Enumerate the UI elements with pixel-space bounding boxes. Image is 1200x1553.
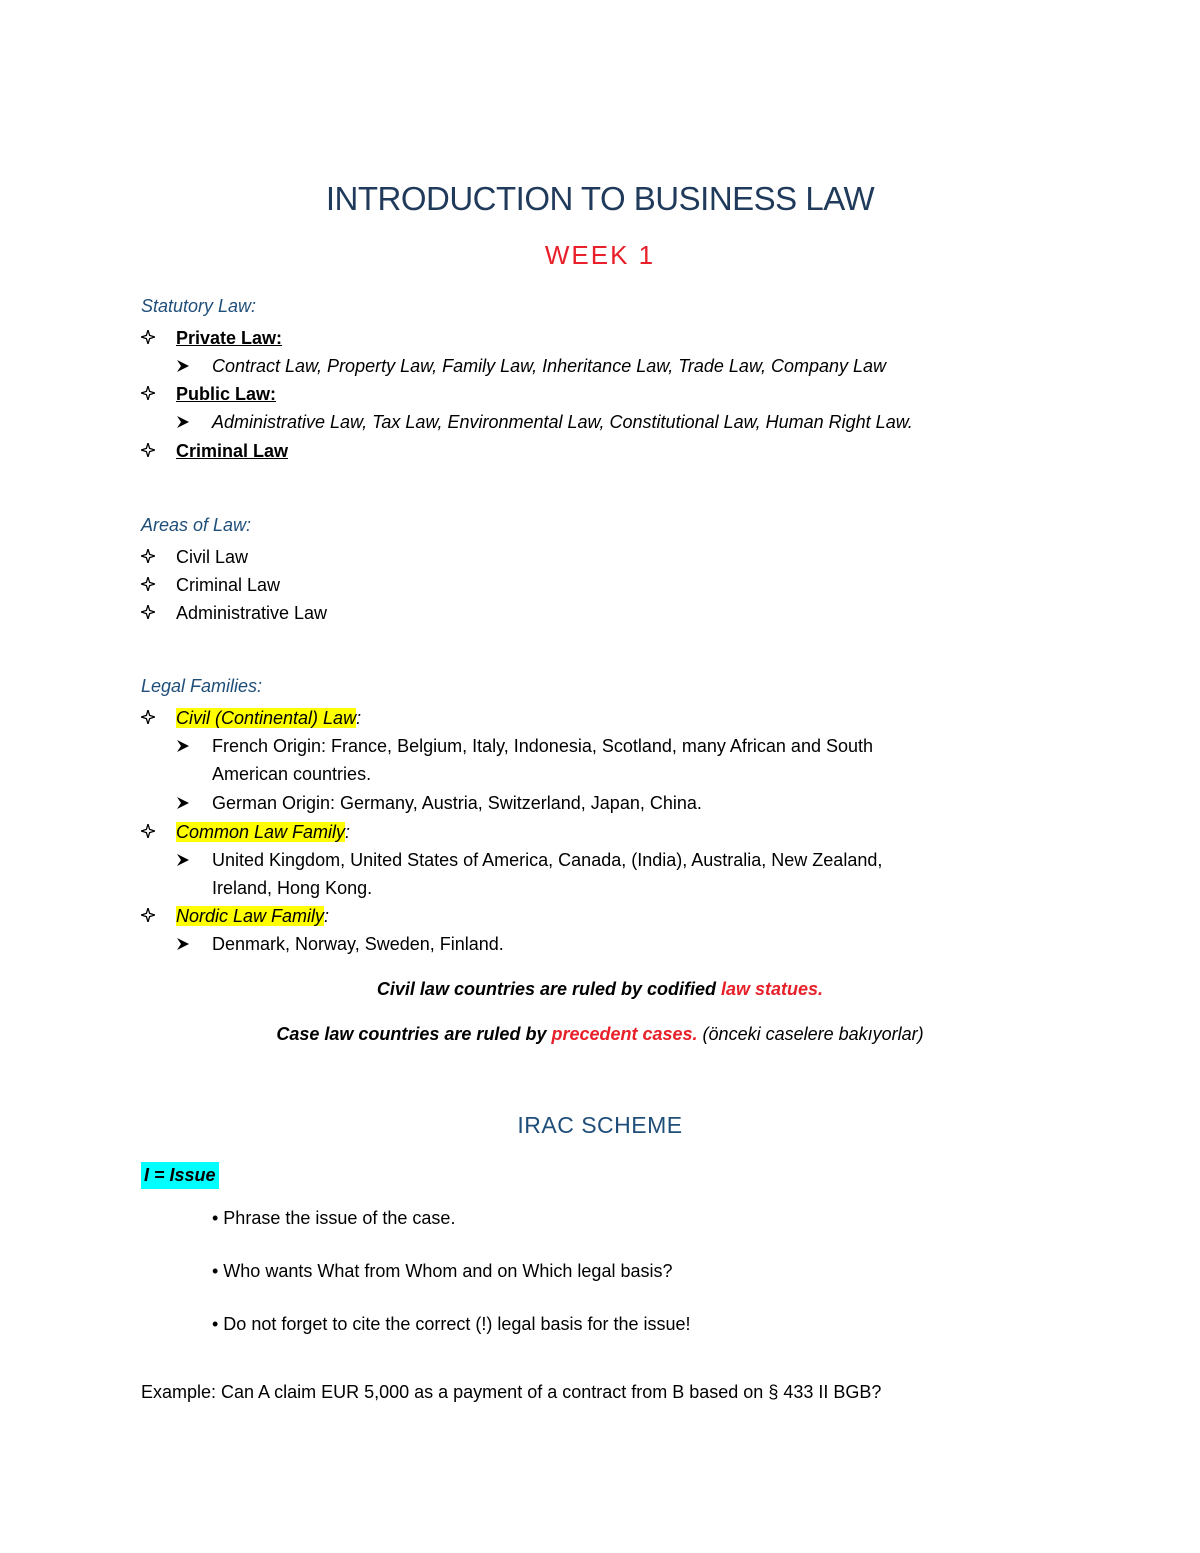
list-item-civil-law: [141, 708, 361, 729]
four-point-star-icon: [141, 548, 176, 565]
four-point-star-icon: [141, 709, 176, 726]
families-heading: Legal Families:: [141, 676, 263, 696]
list-item: [141, 575, 280, 596]
list-item-private-law-items: [176, 356, 886, 377]
common-law-countries: United Kingdom, United States of America, Canada, (India), Australia, New Zealand,: [212, 850, 883, 870]
list-item: [141, 603, 327, 624]
civil-law-label: Civil (Continental) Law: [176, 708, 357, 728]
case-law-note: [0, 1024, 1200, 1045]
private-law-items: Contract Law, Property Law, Family Law, Inheritance Law, Trade Law, Company Law: [212, 356, 887, 376]
area-label: Criminal Law: [176, 575, 281, 595]
arrowhead-icon: [176, 414, 212, 430]
list-item: [141, 547, 248, 568]
arrowhead-icon: [176, 795, 212, 811]
list-item-french-origin: [176, 736, 873, 757]
issue-label: I = Issue: [141, 1162, 219, 1189]
nordic-law-label: Nordic Law Family: [176, 906, 325, 926]
list-item-public-law-items: [176, 412, 913, 433]
list-item-common-law-countries: [176, 850, 882, 871]
civil-law-note: [0, 979, 1200, 1000]
civil-note-text: Civil law countries are ruled by codified: [376, 979, 722, 999]
french-origin-text: French Origin: France, Belgium, Italy, Indonesia, Scotland, many African and South: [212, 736, 874, 756]
list-item-german-origin: [176, 793, 702, 814]
public-law-label: Public Law:: [176, 384, 277, 404]
list-item-private-law: [141, 328, 282, 349]
criminal-law-label: Criminal Law: [176, 441, 289, 461]
case-note-highlight: precedent cases.: [551, 1024, 698, 1044]
four-point-star-icon: [141, 442, 176, 459]
list-item-nordic-countries: [176, 934, 504, 955]
list-item-common-law: [141, 822, 350, 843]
statutory-heading: Statutory Law:: [141, 296, 257, 316]
areas-heading: Areas of Law:: [141, 515, 252, 535]
colon: :: [345, 822, 351, 842]
four-point-star-icon: [141, 385, 176, 402]
case-note-text: Case law countries are ruled by: [276, 1024, 552, 1044]
four-point-star-icon: [141, 576, 176, 593]
common-law-countries-continued: Ireland, Hong Kong.: [212, 878, 373, 898]
page-title: INTRODUCTION TO BUSINESS LAW: [325, 180, 875, 217]
german-origin-text: German Origin: Germany, Austria, Switzerland, Japan, China.: [212, 793, 702, 813]
common-law-label: Common Law Family: [176, 822, 346, 842]
four-point-star-icon: [141, 329, 176, 346]
colon: :: [324, 906, 330, 926]
french-origin-continued: American countries.: [212, 764, 372, 784]
colon: :: [356, 708, 362, 728]
list-item: • Who wants What from Whom and on Which legal basis?: [212, 1261, 673, 1281]
list-item: • Phrase the issue of the case.: [212, 1208, 456, 1228]
list-item: • Do not forget to cite the correct (!) legal basis for the issue!: [212, 1314, 691, 1334]
arrowhead-icon: [176, 738, 212, 754]
irac-heading: IRAC SCHEME: [517, 1112, 683, 1138]
arrowhead-icon: [176, 358, 212, 374]
four-point-star-icon: [141, 823, 176, 840]
civil-note-highlight: law statues.: [721, 979, 824, 999]
four-point-star-icon: [141, 907, 176, 924]
area-label: Administrative Law: [176, 603, 328, 623]
list-item-criminal-law: [141, 441, 288, 462]
arrowhead-icon: [176, 852, 212, 868]
week-heading: WEEK 1: [544, 240, 656, 270]
example-text: Example: Can A claim EUR 5,000 as a payment of a contract from B based on § 433 II BGB?: [141, 1382, 882, 1402]
arrowhead-icon: [176, 936, 212, 952]
four-point-star-icon: [141, 604, 176, 621]
list-item-public-law: [141, 384, 276, 405]
public-law-items: Administrative Law, Tax Law, Environmental Law, Constitutional Law, Human Right Law.: [212, 412, 913, 432]
case-note-translation: (önceki caselere bakıyorlar): [697, 1024, 924, 1044]
private-law-label: Private Law:: [176, 328, 283, 348]
nordic-countries: Denmark, Norway, Sweden, Finland.: [212, 934, 504, 954]
area-label: Civil Law: [176, 547, 249, 567]
list-item-nordic-law: [141, 906, 329, 927]
